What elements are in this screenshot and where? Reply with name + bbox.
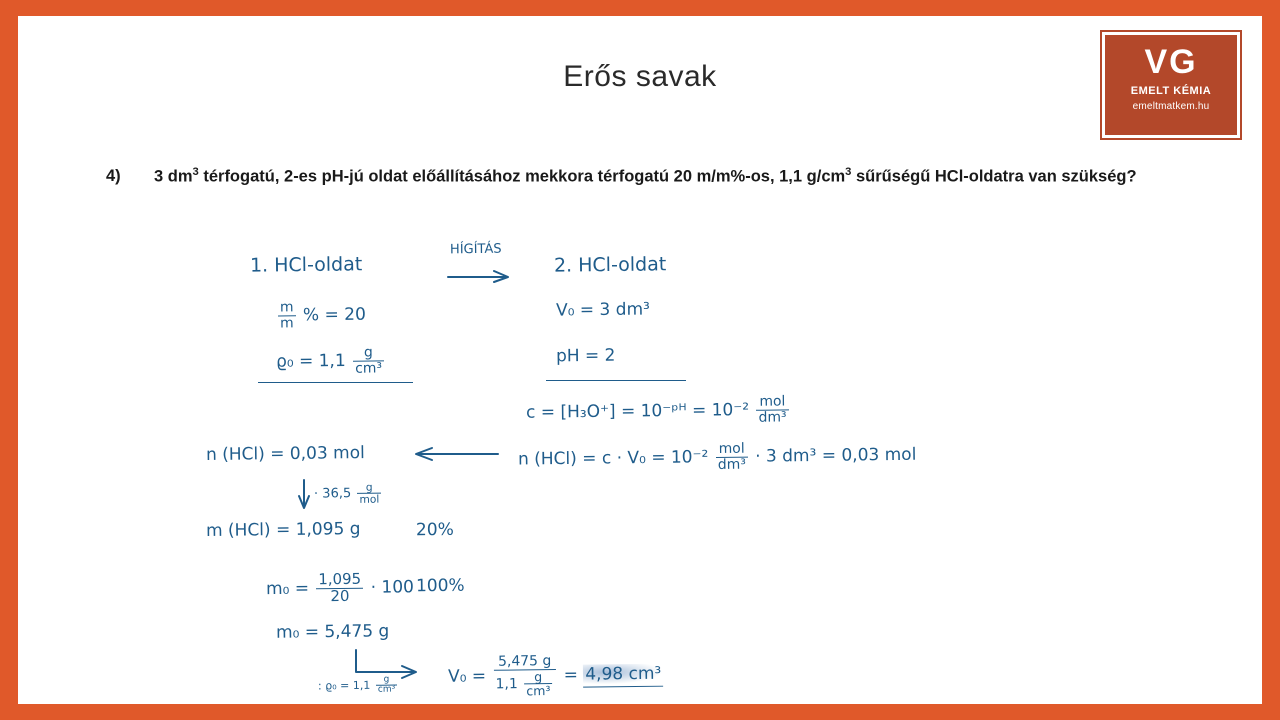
multiply-step-unit — [357, 482, 381, 506]
col2-underline — [546, 380, 686, 381]
col1-underline — [258, 382, 413, 383]
n-calc-unit-numerator: mol — [716, 442, 748, 458]
ph-line: pH = 2 — [555, 345, 616, 367]
mass-percent-denominator: m — [279, 314, 294, 332]
question-text — [154, 164, 1206, 190]
final-volume-denominator — [493, 670, 556, 698]
divide-unit-denominator: cm³ — [377, 685, 396, 696]
final-volume-equals: = — [563, 665, 579, 686]
question-sup2: 3 — [845, 166, 852, 178]
question-sup1: 3 — [192, 166, 199, 178]
page-title: Erős savak — [563, 60, 717, 93]
question-text-part3: sűrűségű HCl-oldatra van szükség? — [851, 167, 1137, 186]
density-value: 1,1 — [318, 350, 346, 372]
density-label: ϱ₀ = — [275, 351, 314, 372]
n-hcl-calculation — [518, 440, 917, 475]
multiply-unit-denominator: mol — [359, 492, 380, 507]
n-hcl-result: n (HCl) = 0,03 mol — [205, 443, 365, 465]
final-volume-fraction — [493, 654, 556, 698]
multiply-step-text: · 36,5 — [313, 486, 352, 502]
m0-times: · 100 — [370, 577, 415, 598]
m0-label: m₀ = — [265, 578, 310, 600]
transfer-arrow-icon — [410, 446, 500, 462]
final-volume-den-unit-den: cm³ — [526, 682, 551, 699]
final-volume-denominator-unit — [524, 670, 552, 698]
density-unit-numerator: g — [353, 345, 384, 361]
m0-fraction-denominator: 20 — [330, 586, 350, 605]
mass-hcl-line: m (HCl) = 1,095 g — [205, 519, 361, 541]
question-text-part1: 3 dm — [154, 167, 193, 186]
n-calc-unit — [716, 442, 748, 473]
m0-fraction-numerator: 1,095 — [316, 572, 363, 589]
n-calc-unit-denominator: dm³ — [717, 456, 746, 473]
mass-percent-value: % = 20 — [302, 304, 366, 326]
m0-result: m₀ = 5,475 g — [275, 621, 390, 643]
dilution-arrow-icon — [446, 268, 516, 284]
multiply-step-line — [314, 482, 384, 506]
mass-percent-numerator: m — [278, 300, 296, 316]
final-volume-den-unit-num: g — [524, 670, 552, 685]
final-answer-value: 4,98 cm³ — [585, 664, 662, 686]
vg-logo — [1102, 32, 1240, 138]
divide-unit-numerator: g — [376, 676, 397, 687]
multiply-unit-numerator: g — [357, 482, 381, 494]
final-volume-line — [448, 653, 664, 699]
density-unit — [353, 345, 384, 376]
m0-calculation-line — [266, 571, 414, 605]
density-unit-denominator: cm³ — [355, 360, 383, 377]
concentration-line — [526, 394, 791, 427]
logo-url: emeltmatkem.hu — [1132, 101, 1210, 112]
logo-initials: VG — [1144, 43, 1198, 81]
final-volume-denominator-value: 1,1 — [495, 675, 518, 693]
col1-heading: 1. HCl-oldat — [249, 253, 363, 277]
volume-line: V₀ = 3 dm³ — [555, 299, 651, 321]
concentration-unit — [756, 394, 788, 425]
divide-step-line — [318, 676, 399, 697]
final-volume-label: V₀ = — [447, 666, 487, 687]
logo-subtitle: EMELT KÉMIA — [1130, 85, 1212, 97]
concentration-unit-numerator: mol — [756, 394, 788, 410]
final-answer — [583, 664, 663, 688]
question-number: 4) — [106, 167, 121, 185]
col2-heading: 2. HCl-oldat — [553, 253, 667, 277]
question-block — [106, 164, 1206, 190]
slide-canvas — [18, 16, 1262, 704]
divide-step-unit — [376, 676, 398, 696]
density-line — [276, 345, 386, 377]
final-volume-numerator: 5,475 g — [493, 654, 556, 670]
multiply-down-arrow-icon — [296, 478, 312, 512]
question-text-part2: térfogatú, 2-es pH-jú oldat előállításához mekkora térfogatú 20 m/m%-os, 1,1 g/cm — [198, 167, 846, 186]
m0-fraction — [316, 569, 363, 605]
mass-percent-fraction — [278, 300, 296, 330]
handwritten-solution — [18, 224, 1262, 699]
concentration-expression: c = [H₃O⁺] = 10⁻ᵖᴴ = 10⁻² — [525, 400, 750, 423]
mass-percent-line — [276, 299, 366, 330]
n-calc-end: · 3 dm³ = 0,03 mol — [755, 444, 917, 467]
arrow-label: HÍGÍTÁS — [449, 241, 502, 258]
divide-step-text: : ϱ₀ = 1,1 — [317, 678, 371, 693]
concentration-unit-denominator: dm³ — [758, 409, 787, 426]
n-calc-start: n (HCl) = c · V₀ = 10⁻² — [517, 447, 709, 470]
m0-percent: 100% — [415, 575, 465, 597]
mass-hcl-percent: 20% — [415, 519, 454, 541]
